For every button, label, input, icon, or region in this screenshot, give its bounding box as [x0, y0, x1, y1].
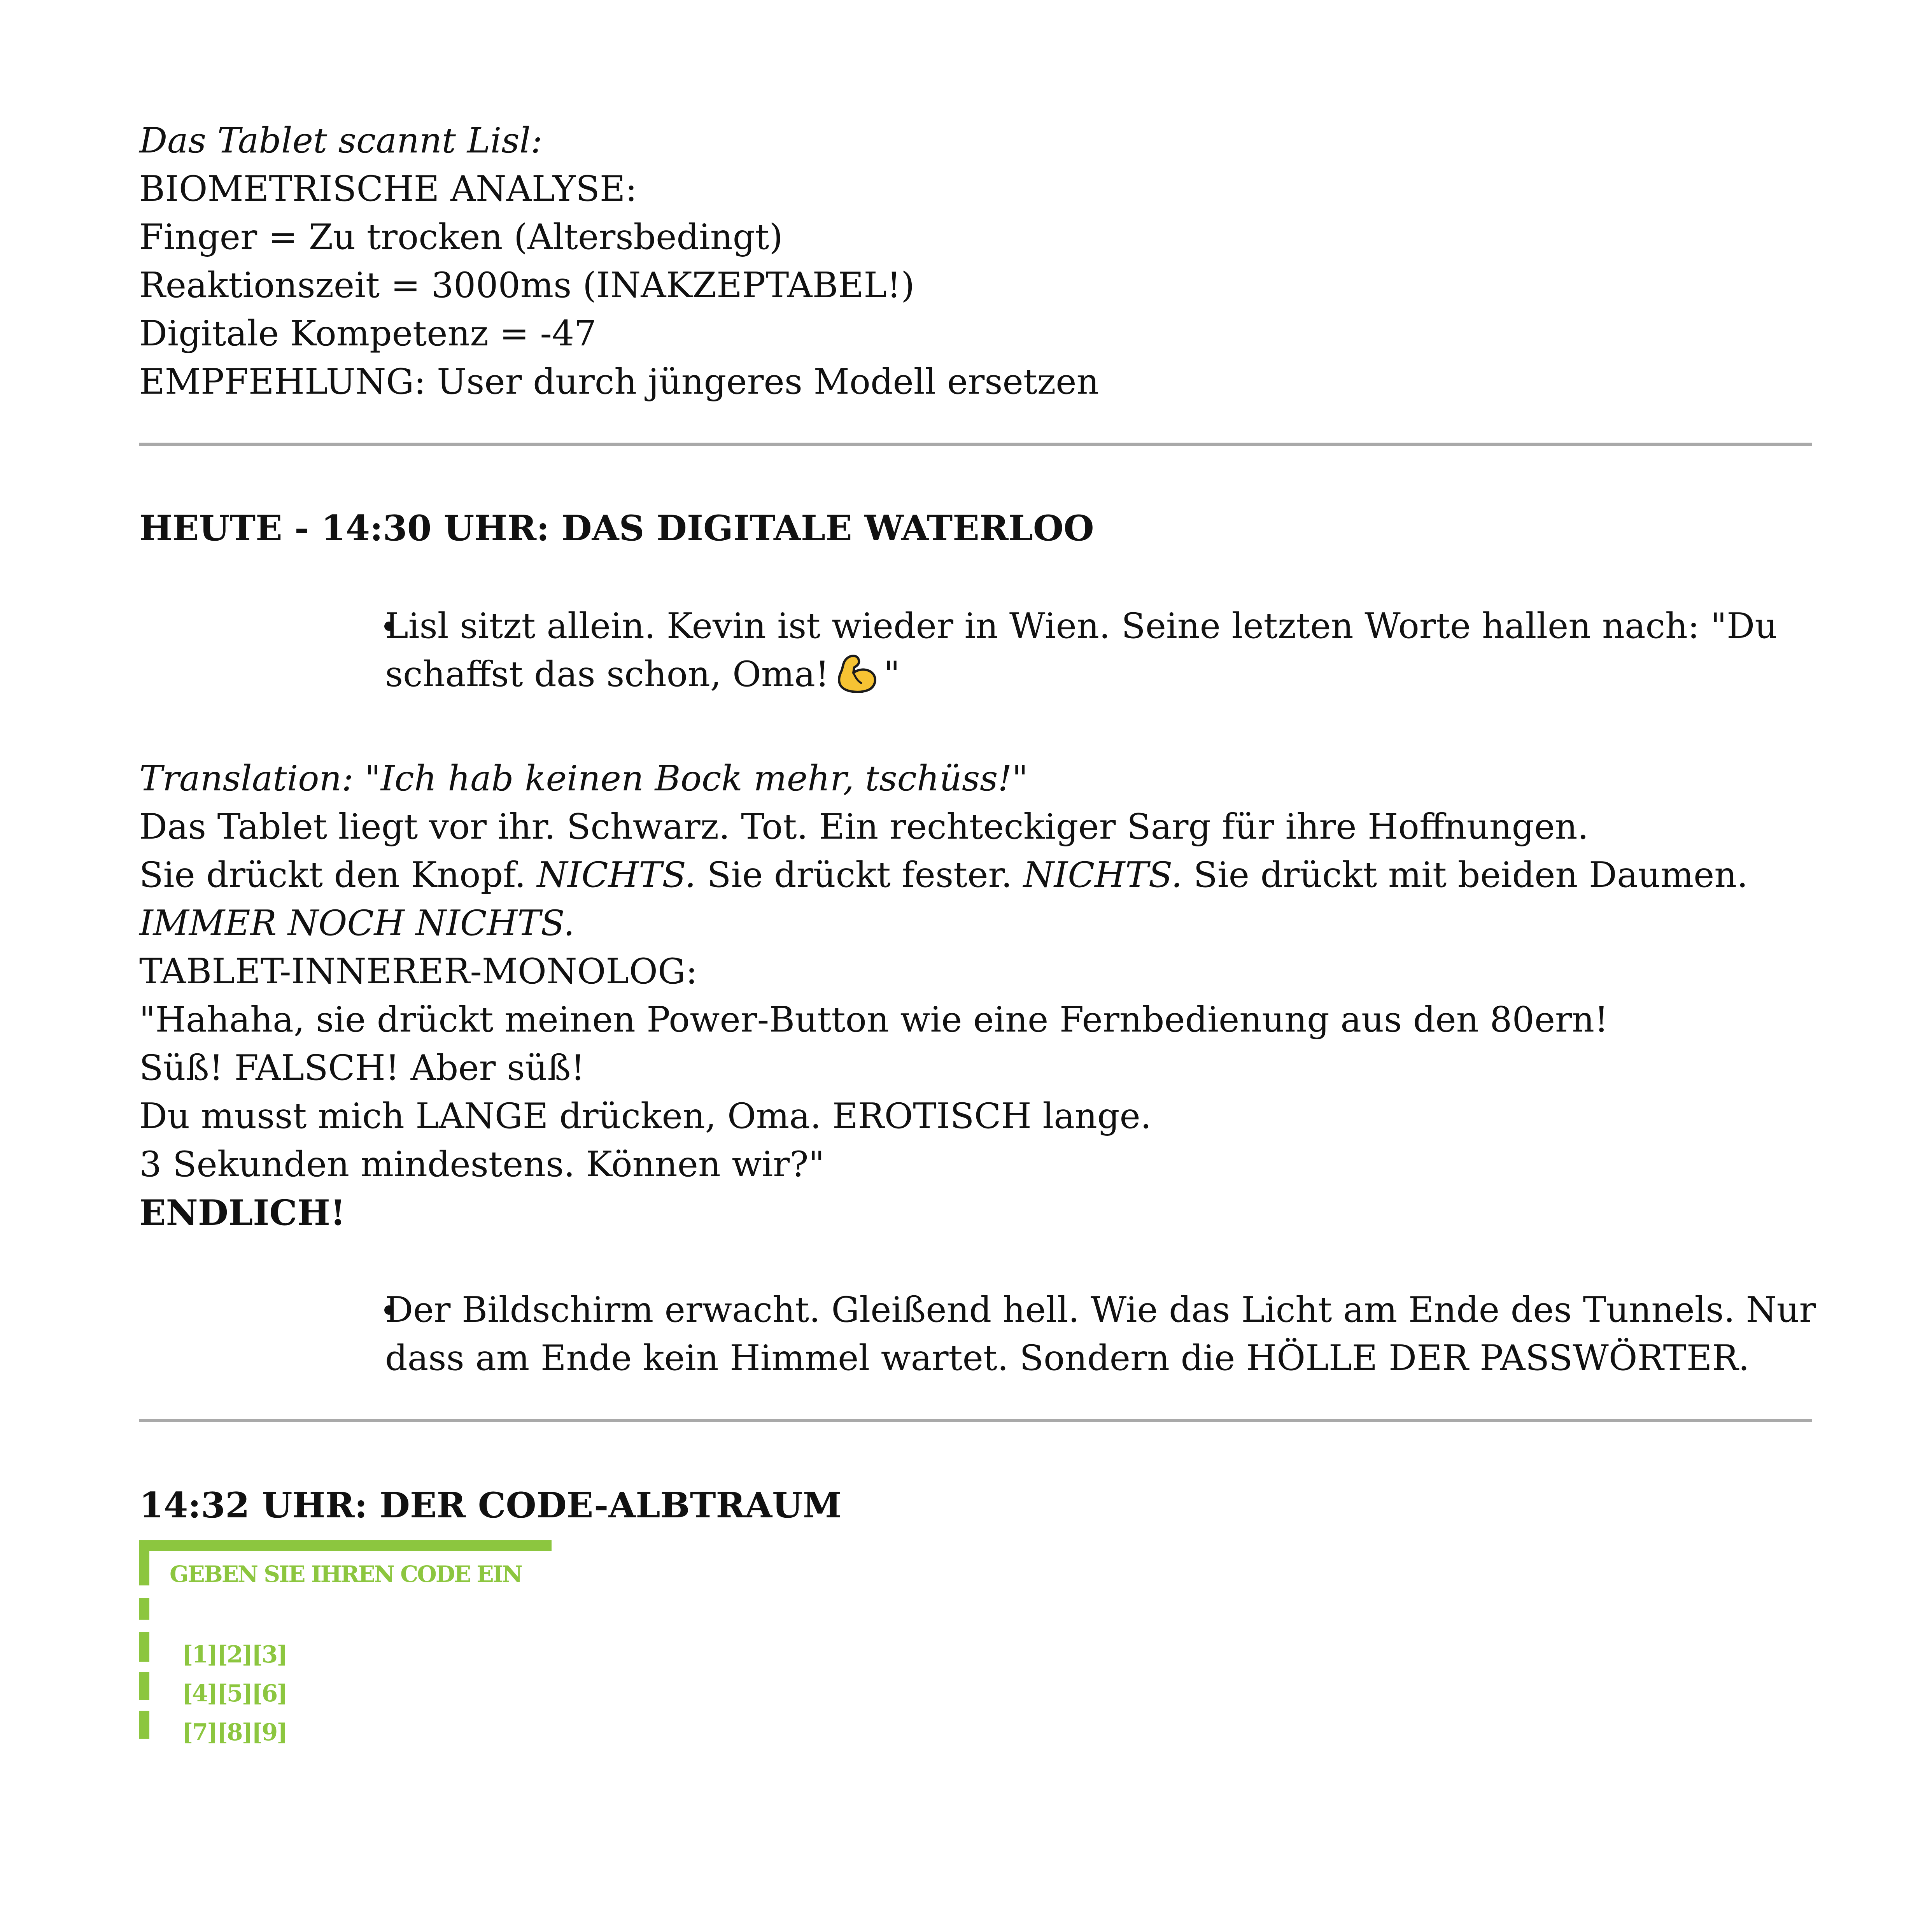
flexed-biceps-icon [835, 652, 880, 695]
tablet-line: Das Tablet liegt vor ihr. Schwarz. Tot. Ein rechteckiger Sarg für ihre Hoffnungen. [139, 806, 1589, 847]
divider [139, 1419, 1812, 1422]
section-heading-waterloo: HEUTE - 14:30 UHR: DAS DIGITALE WATERLOO [139, 508, 1094, 549]
translation-text: "Ich hab keinen Bock mehr, tschüss!" [353, 758, 1028, 799]
code-box-left-border [139, 1711, 149, 1739]
monologue-line: Du musst mich LANGE drücken, Oma. EROTISCH lange. [139, 1096, 1152, 1137]
press-line [139, 851, 1748, 899]
translation-line [139, 755, 1028, 803]
press-text: Sie drückt den Knopf. [139, 855, 537, 895]
scan-line-competence: Digitale Kompetenz = -47 [139, 313, 597, 354]
still-nothing-line: IMMER NOCH NICHTS. [139, 903, 575, 944]
code-box-top-border [139, 1540, 552, 1551]
keypad-row: [7][8][9] [182, 1719, 287, 1746]
monologue-line: 3 Sekunden mindestens. Können wir?" [139, 1144, 825, 1185]
keypad-row: [4][5][6] [182, 1680, 287, 1707]
code-box-left-border [139, 1672, 149, 1700]
scan-line-recommendation: EMPFEHLUNG: User durch jüngeres Modell ersetzen [139, 361, 1099, 402]
scan-line-finger: Finger = Zu trocken (Altersbedingt) [139, 217, 783, 257]
bullet-line-text: schaffst das schon, Oma! [385, 654, 830, 695]
code-entry-box [139, 1540, 552, 1762]
press-emphasis: NICHTS. [1023, 855, 1182, 895]
bullet-item-screen [385, 1286, 1816, 1382]
finally-line: ENDLICH! [139, 1192, 346, 1233]
press-text: Sie drückt mit beiden Daumen. [1182, 855, 1748, 895]
bullet-line: Der Bildschirm erwacht. Gleißend hell. Wie das Licht am Ende des Tunnels. Nur [385, 1289, 1816, 1330]
press-emphasis: NICHTS. [537, 855, 696, 895]
scan-line-reaction: Reaktionszeit = 3000ms (INAKZEPTABEL!) [139, 265, 915, 306]
bullet-line-quote: " [884, 654, 900, 695]
code-box-left-border [139, 1598, 149, 1620]
bullet-item-kevin [385, 602, 1816, 699]
divider [139, 443, 1812, 446]
scan-line-analysis: BIOMETRISCHE ANALYSE: [139, 168, 637, 209]
keypad-row: [1][2][3] [182, 1641, 287, 1668]
monologue-title: TABLET-INNERER-MONOLOG: [139, 951, 698, 992]
scan-intro: Das Tablet scannt Lisl: [139, 120, 543, 161]
translation-label: Translation: [139, 758, 354, 799]
press-text: Sie drückt fester. [696, 855, 1023, 895]
code-box-title: GEBEN SIE IHREN CODE EIN [170, 1561, 522, 1587]
monologue-line: "Hahaha, sie drückt meinen Power-Button wie eine Fernbedienung aus den 80ern! [139, 999, 1609, 1040]
section-heading-code: 14:32 UHR: DER CODE-ALBTRAUM [139, 1485, 842, 1526]
code-box-left-border [139, 1632, 149, 1662]
monologue-line: Süß! FALSCH! Aber süß! [139, 1047, 585, 1088]
bullet-line: dass am Ende kein Himmel wartet. Sondern die HÖLLE DER PASSWÖRTER. [385, 1338, 1750, 1378]
bullet-line: Lisl sitzt allein. Kevin ist wieder in Wien. Seine letzten Worte hallen nach: "Du [385, 606, 1778, 646]
code-box-left-border [139, 1551, 149, 1585]
bullet-line [385, 650, 1816, 699]
